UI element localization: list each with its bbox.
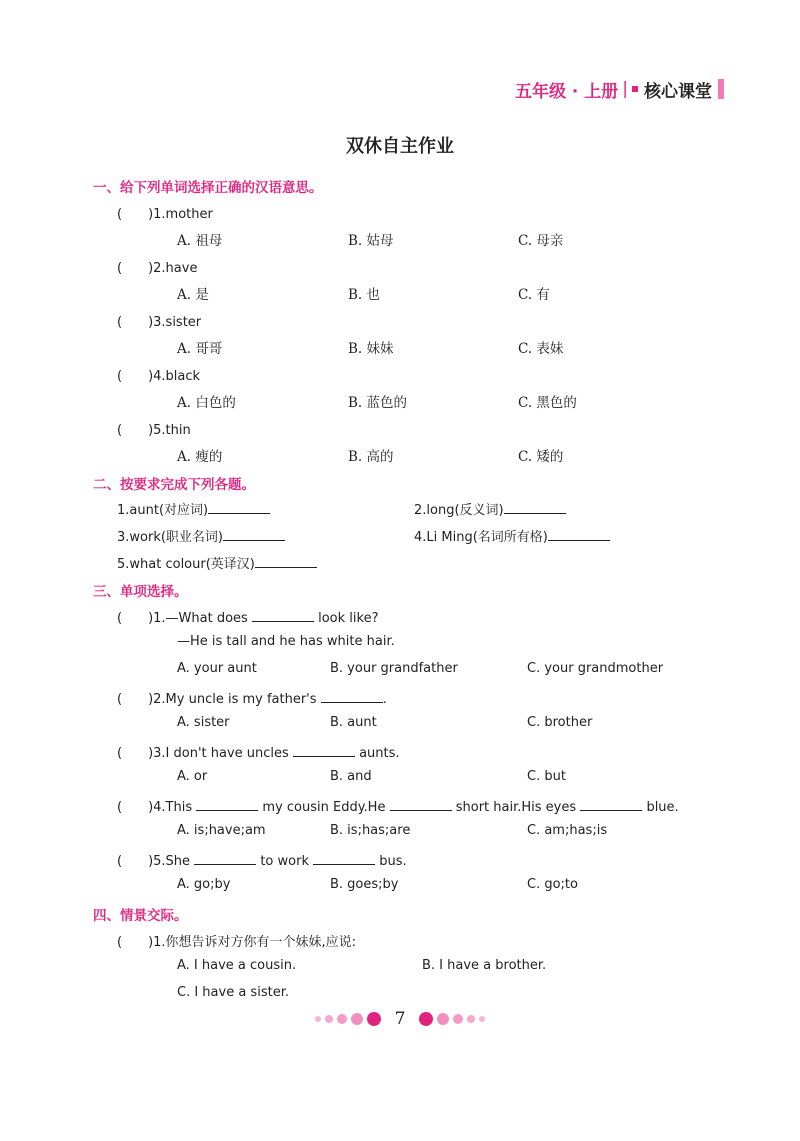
answer-blank[interactable] bbox=[208, 502, 270, 514]
dot-icon bbox=[367, 1012, 381, 1026]
s1-q2-option-a: A. 是 bbox=[177, 287, 209, 303]
header-grade: 五年级 · 上册 bbox=[514, 81, 619, 102]
answer-blank[interactable] bbox=[194, 853, 256, 865]
s1-q4-option-b: B. 蓝色的 bbox=[348, 395, 408, 411]
answer-blank[interactable] bbox=[390, 799, 452, 811]
s2-item-5: 5.what colour(英译汉) bbox=[117, 553, 317, 572]
dot-icon bbox=[467, 1015, 475, 1023]
answer-blank[interactable] bbox=[223, 529, 285, 541]
s3-q1-option-c: C. your grandmother bbox=[527, 661, 664, 676]
s2-item-3: 3.work(职业名词) bbox=[117, 526, 285, 545]
dot-icon bbox=[325, 1015, 333, 1023]
s3-q3-option-b: B. and bbox=[330, 769, 372, 784]
answer-blank[interactable] bbox=[321, 691, 383, 703]
dot-icon bbox=[437, 1013, 449, 1025]
s1-q2-option-b: B. 也 bbox=[348, 287, 381, 303]
s1-q5-option-a: A. 瘦的 bbox=[177, 449, 223, 465]
s3-q4-option-b: B. is;has;are bbox=[330, 823, 411, 838]
answer-blank[interactable] bbox=[580, 799, 642, 811]
dot-icon bbox=[315, 1016, 321, 1022]
s3-q1-option-a: A. your aunt bbox=[177, 661, 257, 676]
s3-q5-option-a: A. go;by bbox=[177, 877, 231, 892]
answer-blank[interactable] bbox=[252, 610, 314, 622]
s3-q5: ( )5.She to work bus. bbox=[117, 854, 407, 869]
s4-q1-option-b: B. I have a brother. bbox=[422, 958, 547, 973]
header-brand: 核心课堂 bbox=[644, 81, 712, 102]
s3-q2: ( )2.My uncle is my father's . bbox=[117, 692, 387, 707]
s1-q4: ( )4.black bbox=[117, 369, 201, 384]
section-3-heading: 三、单项选择。 bbox=[93, 584, 188, 600]
s1-q1-option-a: A. 祖母 bbox=[177, 233, 223, 249]
header-separator: | bbox=[622, 79, 628, 99]
answer-blank[interactable] bbox=[313, 853, 375, 865]
section-2-heading: 二、按要求完成下列各题。 bbox=[93, 477, 255, 493]
s3-q2-option-b: B. aunt bbox=[330, 715, 377, 730]
s1-q1-option-b: B. 姑母 bbox=[348, 233, 394, 249]
s1-q3-option-b: B. 妹妹 bbox=[348, 341, 394, 357]
dot-icon bbox=[337, 1014, 347, 1024]
s3-q3-option-a: A. or bbox=[177, 769, 208, 784]
s3-q1-option-b: B. your grandfather bbox=[330, 661, 458, 676]
answer-blank[interactable] bbox=[255, 556, 317, 568]
s3-q4: ( )4.This my cousin Eddy.He short hair.His eyes blue. bbox=[117, 800, 679, 815]
s1-q3-option-c: C. 表妹 bbox=[518, 341, 564, 357]
s3-q4-option-c: C. am;has;is bbox=[527, 823, 608, 838]
s1-q2-option-c: C. 有 bbox=[518, 287, 550, 303]
s1-q1: ( )1.mother bbox=[117, 207, 213, 222]
answer-blank[interactable] bbox=[548, 529, 610, 541]
section-4-heading: 四、情景交际。 bbox=[93, 908, 188, 924]
s2-item-1: 1.aunt(对应词) bbox=[117, 499, 270, 518]
s4-q1-option-a: A. I have a cousin. bbox=[177, 958, 297, 973]
s4-q1-option-c: C. I have a sister. bbox=[177, 985, 289, 1000]
dot-icon bbox=[479, 1016, 485, 1022]
answer-blank[interactable] bbox=[504, 502, 566, 514]
s3-q3-option-c: C. but bbox=[527, 769, 566, 784]
dot-icon bbox=[453, 1014, 463, 1024]
page-header bbox=[515, 78, 712, 100]
s3-q3: ( )3.I don't have uncles aunts. bbox=[117, 746, 400, 761]
s1-q5-option-c: C. 矮的 bbox=[518, 449, 564, 465]
s3-q2-option-c: C. brother bbox=[527, 715, 593, 730]
page-footer bbox=[0, 1009, 800, 1029]
answer-blank[interactable] bbox=[293, 745, 355, 757]
header-square-icon bbox=[632, 86, 638, 92]
s3-q1-line2: —He is tall and he has white hair. bbox=[177, 634, 395, 649]
s4-q1: ( )1.你想告诉对方你有一个妹妹,应说: bbox=[117, 935, 357, 950]
s1-q3: ( )3.sister bbox=[117, 315, 202, 330]
section-1-heading: 一、给下列单词选择正确的汉语意思。 bbox=[93, 180, 323, 196]
header-bar-decoration bbox=[718, 79, 724, 99]
s2-item-4: 4.Li Ming(名词所有格) bbox=[414, 526, 610, 545]
dot-icon bbox=[419, 1012, 433, 1026]
s1-q4-option-a: A. 白色的 bbox=[177, 395, 236, 411]
s1-q5-option-b: B. 高的 bbox=[348, 449, 394, 465]
s1-q4-option-c: C. 黑色的 bbox=[518, 395, 577, 411]
page-number: 7 bbox=[394, 1009, 406, 1029]
s1-q5: ( )5.thin bbox=[117, 423, 191, 438]
page-title: 双休自主作业 bbox=[346, 136, 454, 157]
s3-q1: ( )1.—What does look like? bbox=[117, 611, 379, 626]
s2-item-2: 2.long(反义词) bbox=[414, 499, 566, 518]
s1-q2: ( )2.have bbox=[117, 261, 198, 276]
answer-blank[interactable] bbox=[196, 799, 258, 811]
s3-q5-option-c: C. go;to bbox=[527, 877, 578, 892]
s1-q1-option-c: C. 母亲 bbox=[518, 233, 564, 249]
s1-q3-option-a: A. 哥哥 bbox=[177, 341, 223, 357]
s3-q5-option-b: B. goes;by bbox=[330, 877, 399, 892]
s3-q4-option-a: A. is;have;am bbox=[177, 823, 266, 838]
s3-q2-option-a: A. sister bbox=[177, 715, 230, 730]
dot-icon bbox=[351, 1013, 363, 1025]
